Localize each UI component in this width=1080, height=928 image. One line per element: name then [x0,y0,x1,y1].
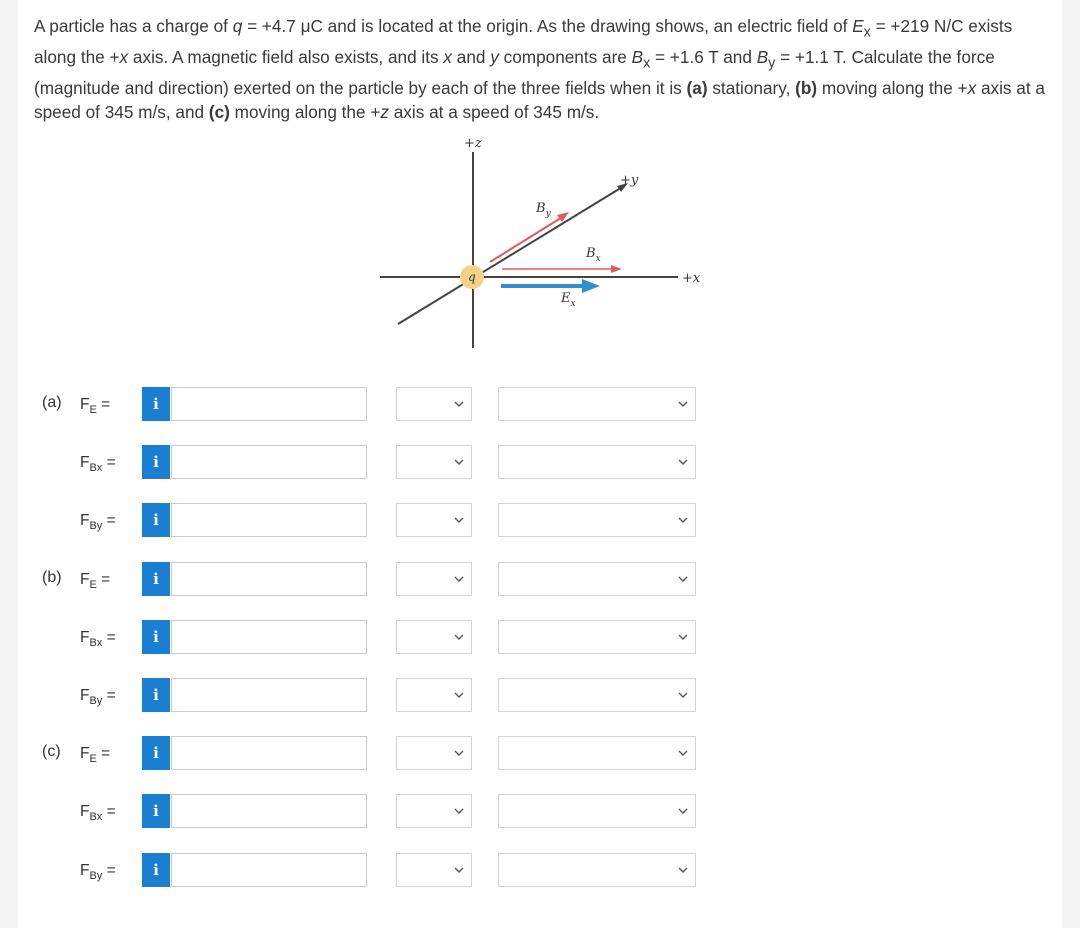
chevron-down-icon [677,689,689,701]
force-label: $F_{By}$ = [80,512,116,533]
direction-select[interactable] [498,736,696,770]
unit-select[interactable] [396,562,472,596]
info-button[interactable]: i [142,678,170,712]
part-label: (a) [42,394,62,411]
chevron-down-icon [677,398,689,410]
z-axis-label: +z [464,136,482,151]
answer-row [0,385,1080,425]
by-vector [490,216,564,262]
direction-select[interactable] [498,562,696,596]
chevron-down-icon [453,689,465,701]
info-button[interactable]: i [142,620,170,654]
magnitude-input[interactable] [172,563,366,595]
unit-select[interactable] [396,794,472,828]
magnitude-input[interactable] [172,679,366,711]
unit-select[interactable] [396,445,472,479]
unit-select[interactable] [396,620,472,654]
chevron-down-icon [677,573,689,585]
part-label: (c) [42,743,61,761]
magnitude-input[interactable] [172,446,366,478]
force-label: $F_E$ = [80,570,111,591]
info-button[interactable]: i [142,503,170,537]
ex-arrowhead [582,279,600,293]
force-label: $F_{By}$ = [80,861,116,882]
magnitude-input-box [171,503,367,537]
answer-row [0,851,1080,891]
unit-select[interactable] [396,736,472,770]
chevron-down-icon [453,864,465,876]
unit-select[interactable] [396,503,472,537]
force-label: $F_{Bx}$ = [80,454,116,475]
magnitude-input-box [171,387,367,421]
unit-select[interactable] [396,678,472,712]
magnitude-input-box [171,678,367,712]
info-button[interactable]: i [142,736,170,770]
bx-label: $B_x$ [586,246,601,264]
info-button[interactable]: i [142,562,170,596]
problem-statement: A particle has a charge of q = +4.7 μC and is located at the origin. As the drawing shows, an electric field of $E_x = +219$ N/C exists along the +x axis. A magnetic field also exists, and its x and y components are $B_x = +1.6$ T and $B_y = +1.1$ T. Calculate the force (magnitude and direction) exerted on the particle by each of the three fields when it is (a) stationary, (b) moving along the +x axis at a speed of 345 m/s, and (c) moving along the +z axis at a speed of 345 m/s. [34,16,1045,123]
magnitude-input[interactable] [172,737,366,769]
direction-select[interactable] [498,678,696,712]
chevron-down-icon [453,747,465,759]
magnitude-input-box [171,620,367,654]
answer-row [0,676,1080,716]
answer-row [0,618,1080,658]
ex-label: $E_x$ [561,291,576,309]
info-button[interactable]: i [142,387,170,421]
info-button[interactable]: i [142,853,170,887]
chevron-down-icon [677,805,689,817]
direction-select[interactable] [498,853,696,887]
chevron-down-icon [453,805,465,817]
chevron-down-icon [453,398,465,410]
part-label: (b) [42,568,62,586]
magnitude-input[interactable] [172,388,366,420]
by-label: $B_y$ [536,201,551,219]
answer-row [0,443,1080,483]
magnitude-input-box [171,853,367,887]
force-label: $F_E$ = [80,745,111,766]
force-label: $F_{Bx}$ = [80,628,116,649]
magnitude-input[interactable] [172,795,366,827]
chevron-down-icon [677,864,689,876]
answer-row [0,560,1080,600]
magnitude-input-box [171,736,367,770]
chevron-down-icon [453,456,465,468]
chevron-down-icon [677,456,689,468]
charge-q-label: q [468,270,476,284]
unit-select[interactable] [396,853,472,887]
chevron-down-icon [453,514,465,526]
force-label: $F_E$ = [80,396,111,417]
chevron-down-icon [677,631,689,643]
info-button[interactable]: i [142,445,170,479]
magnitude-input[interactable] [172,621,366,653]
direction-select[interactable] [498,620,696,654]
direction-select[interactable] [498,503,696,537]
info-button[interactable]: i [142,794,170,828]
magnitude-input-box [171,562,367,596]
magnitude-input[interactable] [172,854,366,886]
force-label: $F_{Bx}$ = [80,803,116,824]
chevron-down-icon [677,747,689,759]
field-diagram [376,130,716,356]
magnitude-input-box [171,794,367,828]
answer-row [0,792,1080,832]
y-axis-label: +y [620,173,639,188]
direction-select[interactable] [498,387,696,421]
direction-select[interactable] [498,445,696,479]
magnitude-input[interactable] [172,504,366,536]
bx-arrowhead [611,265,622,273]
x-axis-label: +x [682,271,701,286]
force-label: $F_{By}$ = [80,687,116,708]
chevron-down-icon [453,631,465,643]
chevron-down-icon [677,514,689,526]
answer-row [0,501,1080,541]
direction-select[interactable] [498,794,696,828]
chevron-down-icon [453,573,465,585]
magnitude-input-box [171,445,367,479]
unit-select[interactable] [396,387,472,421]
answer-row [0,734,1080,774]
